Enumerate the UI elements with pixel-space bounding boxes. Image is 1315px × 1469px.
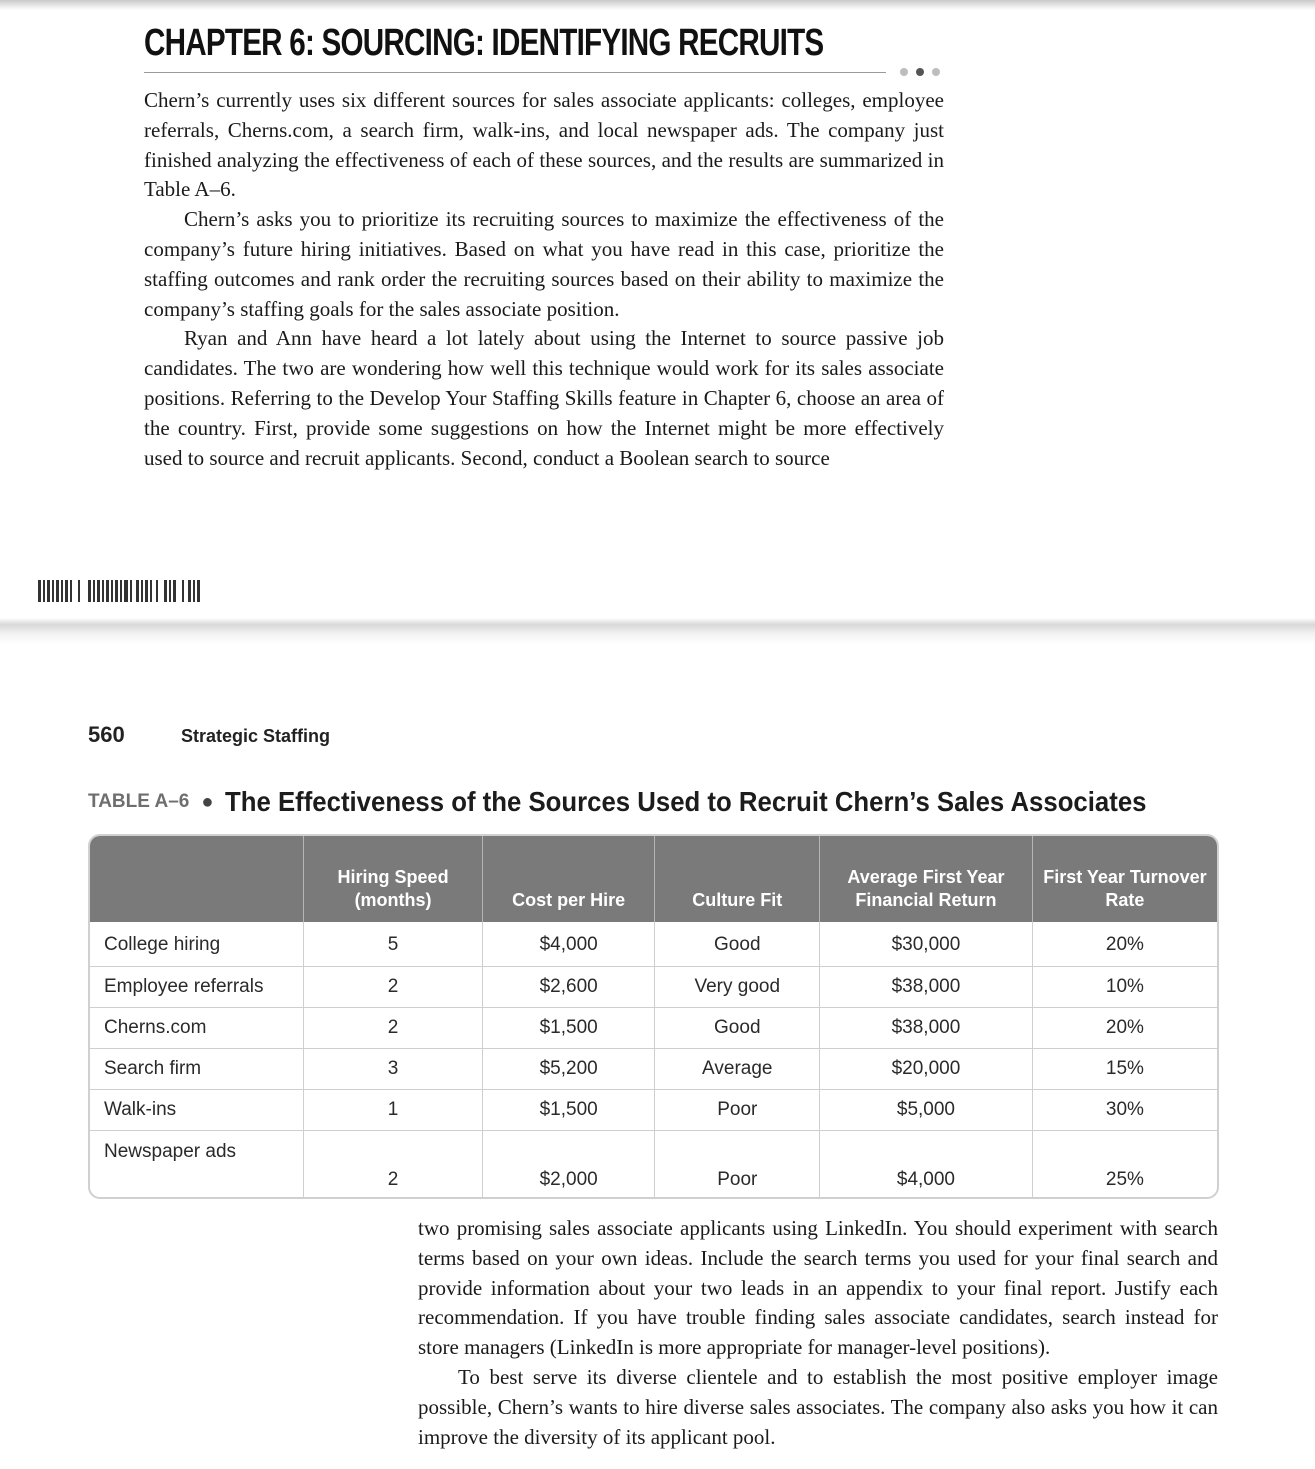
cell-return: $4,000 — [820, 1131, 1033, 1198]
cell-culture: Poor — [655, 1090, 820, 1131]
header-culture-fit: Culture Fit — [655, 836, 820, 922]
barcode-icon — [38, 580, 200, 602]
cell-culture: Very good — [655, 967, 820, 1008]
cell-hiring-speed: 5 — [304, 922, 483, 967]
table-row — [90, 1049, 1217, 1090]
cell-culture: Average — [655, 1049, 820, 1090]
page-top-edge — [0, 0, 1315, 10]
cell-source: Newspaper ads — [90, 1131, 304, 1198]
ellipsis-dots-icon — [898, 66, 944, 78]
header-cost-per-hire: Cost per Hire — [482, 836, 655, 922]
cell-source: Employee referrals — [90, 967, 304, 1008]
running-head: Strategic Staffing — [181, 726, 331, 746]
page-separator — [0, 618, 1315, 644]
cell-hiring-speed: 2 — [304, 967, 483, 1008]
top-text-block — [144, 86, 944, 473]
cell-turnover: 25% — [1032, 1131, 1217, 1198]
bullet-icon: ● — [201, 790, 214, 813]
cell-source: Cherns.com — [90, 1008, 304, 1049]
paragraph: two promising sales associate applicants using LinkedIn. You should experiment with search terms based on your own ideas. Include the search terms you used for your final search and provide information about your two leads in an appendix to your final report. Justify each recommendation. If you have trouble finding sales associate candidates, search instead for store managers (LinkedIn is more appropriate for manager-level positions). — [418, 1216, 1218, 1360]
page-number: 560 — [88, 722, 125, 747]
title-rule — [144, 72, 886, 73]
cell-culture: Good — [655, 922, 820, 967]
cell-return: $38,000 — [820, 967, 1033, 1008]
cell-source: Walk-ins — [90, 1090, 304, 1131]
dot-icon — [900, 68, 908, 76]
cell-turnover: 20% — [1032, 1008, 1217, 1049]
cell-turnover: 15% — [1032, 1049, 1217, 1090]
cell-cost: $1,500 — [482, 1008, 655, 1049]
bottom-text-block — [418, 1214, 1218, 1452]
table-row — [90, 922, 1217, 967]
cell-return: $38,000 — [820, 1008, 1033, 1049]
cell-hiring-speed: 2 — [304, 1131, 483, 1198]
header-turnover-rate: First Year Turnover Rate — [1032, 836, 1217, 922]
cell-turnover: 30% — [1032, 1090, 1217, 1131]
table-row — [90, 967, 1217, 1008]
table-title: The Effectiveness of the Sources Used to Recruit Chern’s Sales Associates — [225, 786, 1147, 817]
cell-return: $30,000 — [820, 922, 1033, 967]
dot-icon — [916, 68, 924, 76]
table-caption — [88, 786, 1227, 818]
cell-return: $20,000 — [820, 1049, 1033, 1090]
table-header-row — [90, 836, 1217, 922]
paragraph: To best serve its diverse clientele and to establish the most positive employer image possible, Chern’s wants to hire diverse sales associates. The company also asks you how it can improve the diversity of its applicant pool. — [418, 1364, 1218, 1449]
cell-hiring-speed: 1 — [304, 1090, 483, 1131]
cell-turnover: 10% — [1032, 967, 1217, 1008]
cell-cost: $2,000 — [482, 1131, 655, 1198]
cell-cost: $2,600 — [482, 967, 655, 1008]
cell-hiring-speed: 3 — [304, 1049, 483, 1090]
cell-turnover: 20% — [1105, 934, 1144, 955]
header-hiring-speed: Hiring Speed (months) — [304, 836, 483, 922]
header-source — [90, 836, 304, 922]
cell-culture: Poor — [655, 1131, 820, 1198]
cell-return: $5,000 — [820, 1090, 1033, 1131]
paragraph: Ryan and Ann have heard a lot lately about using the Internet to source passive job candidates. The two are wondering how well this technique would work for its sales associate positions. Referring to the Develop Your Staffing Skills feature in Chapter 6, choose an area of the country. First, provide some suggestions on how the Internet might be more effectively used to source and recruit applicants. Second, conduct a Boolean search to source — [144, 326, 944, 470]
cell-cost: $5,200 — [482, 1049, 655, 1090]
effectiveness-table — [88, 834, 1219, 1199]
cell-source: College hiring — [90, 922, 304, 967]
chapter-title: CHAPTER 6: SOURCING: IDENTIFYING RECRUITS — [144, 22, 824, 64]
cell-hiring-speed: 2 — [304, 1008, 483, 1049]
paragraph: Chern’s currently uses six different sources for sales associate applicants: colleges, employee referrals, Cherns.com, a search firm, walk-ins, and local newspaper ads. The company just finished analyzing the effectiveness of each of these sources, and the results are summarized in Table A–6. — [144, 88, 944, 202]
table-row — [90, 1008, 1217, 1049]
header-financial-return: Average First Year Financial Return — [820, 836, 1033, 922]
table-row — [90, 1090, 1217, 1131]
cell-source: Search firm — [90, 1049, 304, 1090]
cell-culture: Good — [655, 1008, 820, 1049]
paragraph: Chern’s asks you to prioritize its recruiting sources to maximize the effectiveness of the company’s future hiring initiatives. Based on what you have read in this case, prioritize the staffing outcomes and rank order the recruiting sources based on their ability to maximize the company’s staffing goals for the sales associate position. — [144, 207, 944, 321]
cell-cost: $1,500 — [482, 1090, 655, 1131]
table-label: TABLE A–6 — [88, 791, 190, 812]
table-row — [90, 1131, 1217, 1198]
cell-cost: $4,000 — [482, 922, 655, 967]
dot-icon — [932, 68, 940, 76]
